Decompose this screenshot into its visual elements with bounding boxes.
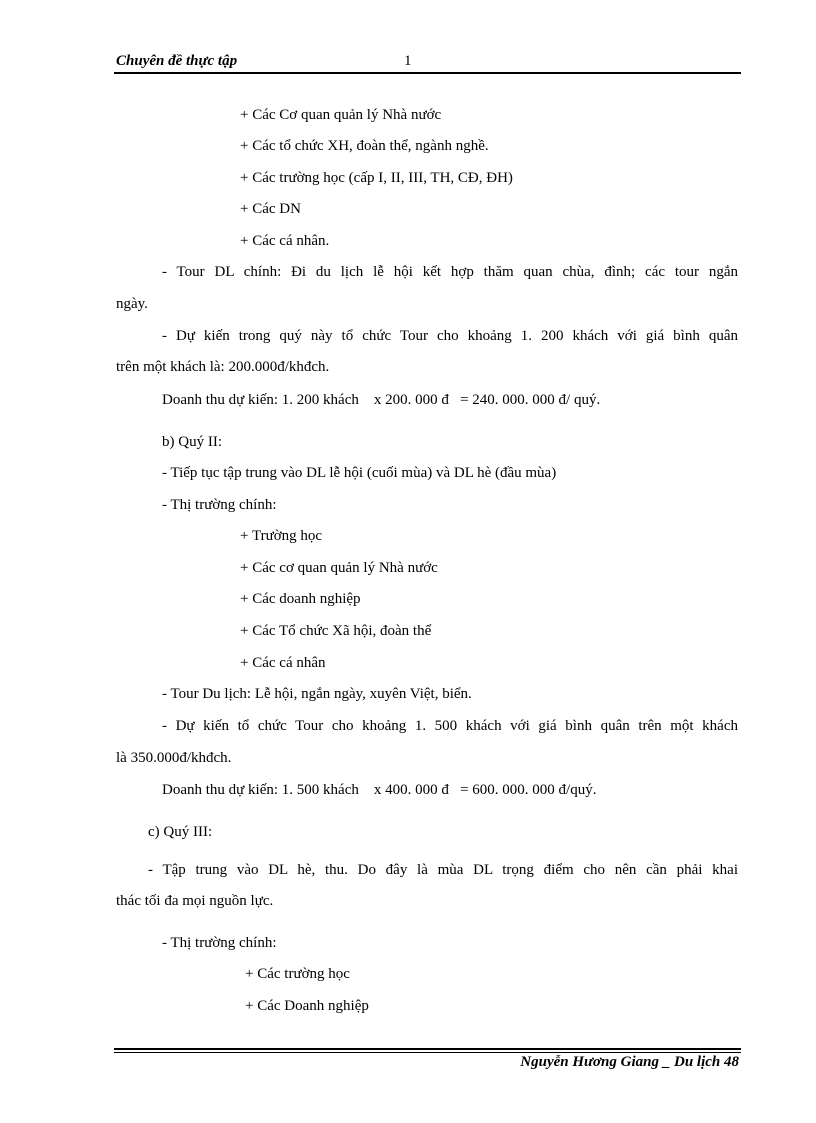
q2-market-label: - Thị trường chính: [162,497,277,513]
q3-focus-line-1: - Tập trung vào DL hè, thu. Do đây là mùa DL trọng điểm cho nên cần phải khai [148,862,738,878]
q2-focus: - Tiếp tục tập trung vào DL lễ hội (cuối mùa) và DL hè (đầu mùa) [162,465,557,481]
page-number: 1 [404,53,412,69]
q2-market-item-4: + Các Tổ chức Xã hội, đoàn thể [240,623,432,639]
q3-market-item-1: + Các trường học [245,966,350,982]
q1-tour-line-1: - Tour DL chính: Đi du lịch lễ hội kết hợp thăm quan chùa, đình; các tour ngắn [162,264,738,280]
q1-tour-line-2: ngày. [116,296,148,312]
q1-market-item-2: + Các tổ chức XH, đoàn thể, ngành nghề. [240,138,489,154]
running-header-title: Chuyên đề thực tập [116,53,238,69]
q3-market-label: - Thị trường chính: [162,935,277,951]
q2-market-item-3: + Các doanh nghiệp [240,591,361,607]
q1-market-item-5: + Các cá nhân. [240,233,330,249]
q1-market-item-4: + Các DN [240,201,301,217]
q1-market-item-3: + Các trường học (cấp I, II, III, TH, CĐ, ĐH) [240,170,513,186]
footer-divider-thin [114,1052,741,1053]
q1-revenue: Doanh thu dự kiến: 1. 200 khách x 200. 000 đ = 240. 000. 000 đ/ quý. [162,392,601,408]
q2-market-item-5: + Các cá nhân [240,655,326,671]
q3-market-item-2: + Các Doanh nghiệp [245,998,369,1014]
footer-divider-thick [114,1048,741,1050]
q1-forecast-line-2: trên một khách là: 200.000đ/khđch. [116,359,330,375]
footer-author: Nguyễn Hương Giang _ Du lịch 48 [520,1054,739,1070]
header-divider [114,72,741,74]
q2-heading: b) Quý II: [162,434,222,450]
q2-tour: - Tour Du lịch: Lễ hội, ngắn ngày, xuyên Việt, biển. [162,686,472,702]
q1-forecast-line-1: - Dự kiến trong quý này tổ chức Tour cho khoảng 1. 200 khách với giá bình quân [162,328,738,344]
q1-market-item-1: + Các Cơ quan quản lý Nhà nước [240,107,442,123]
q2-forecast-line-1: - Dự kiến tổ chức Tour cho khoảng 1. 500 khách với giá bình quân trên một khách [162,718,738,734]
q3-focus-line-2: thác tối đa mọi nguồn lực. [116,893,274,909]
q2-revenue: Doanh thu dự kiến: 1. 500 khách x 400. 000 đ = 600. 000. 000 đ/quý. [162,782,597,798]
q2-market-item-1: + Trường học [240,528,323,544]
q2-market-item-2: + Các cơ quan quản lý Nhà nước [240,560,438,576]
q3-heading: c) Quý III: [148,824,213,840]
q2-forecast-line-2: là 350.000đ/khđch. [116,750,232,766]
